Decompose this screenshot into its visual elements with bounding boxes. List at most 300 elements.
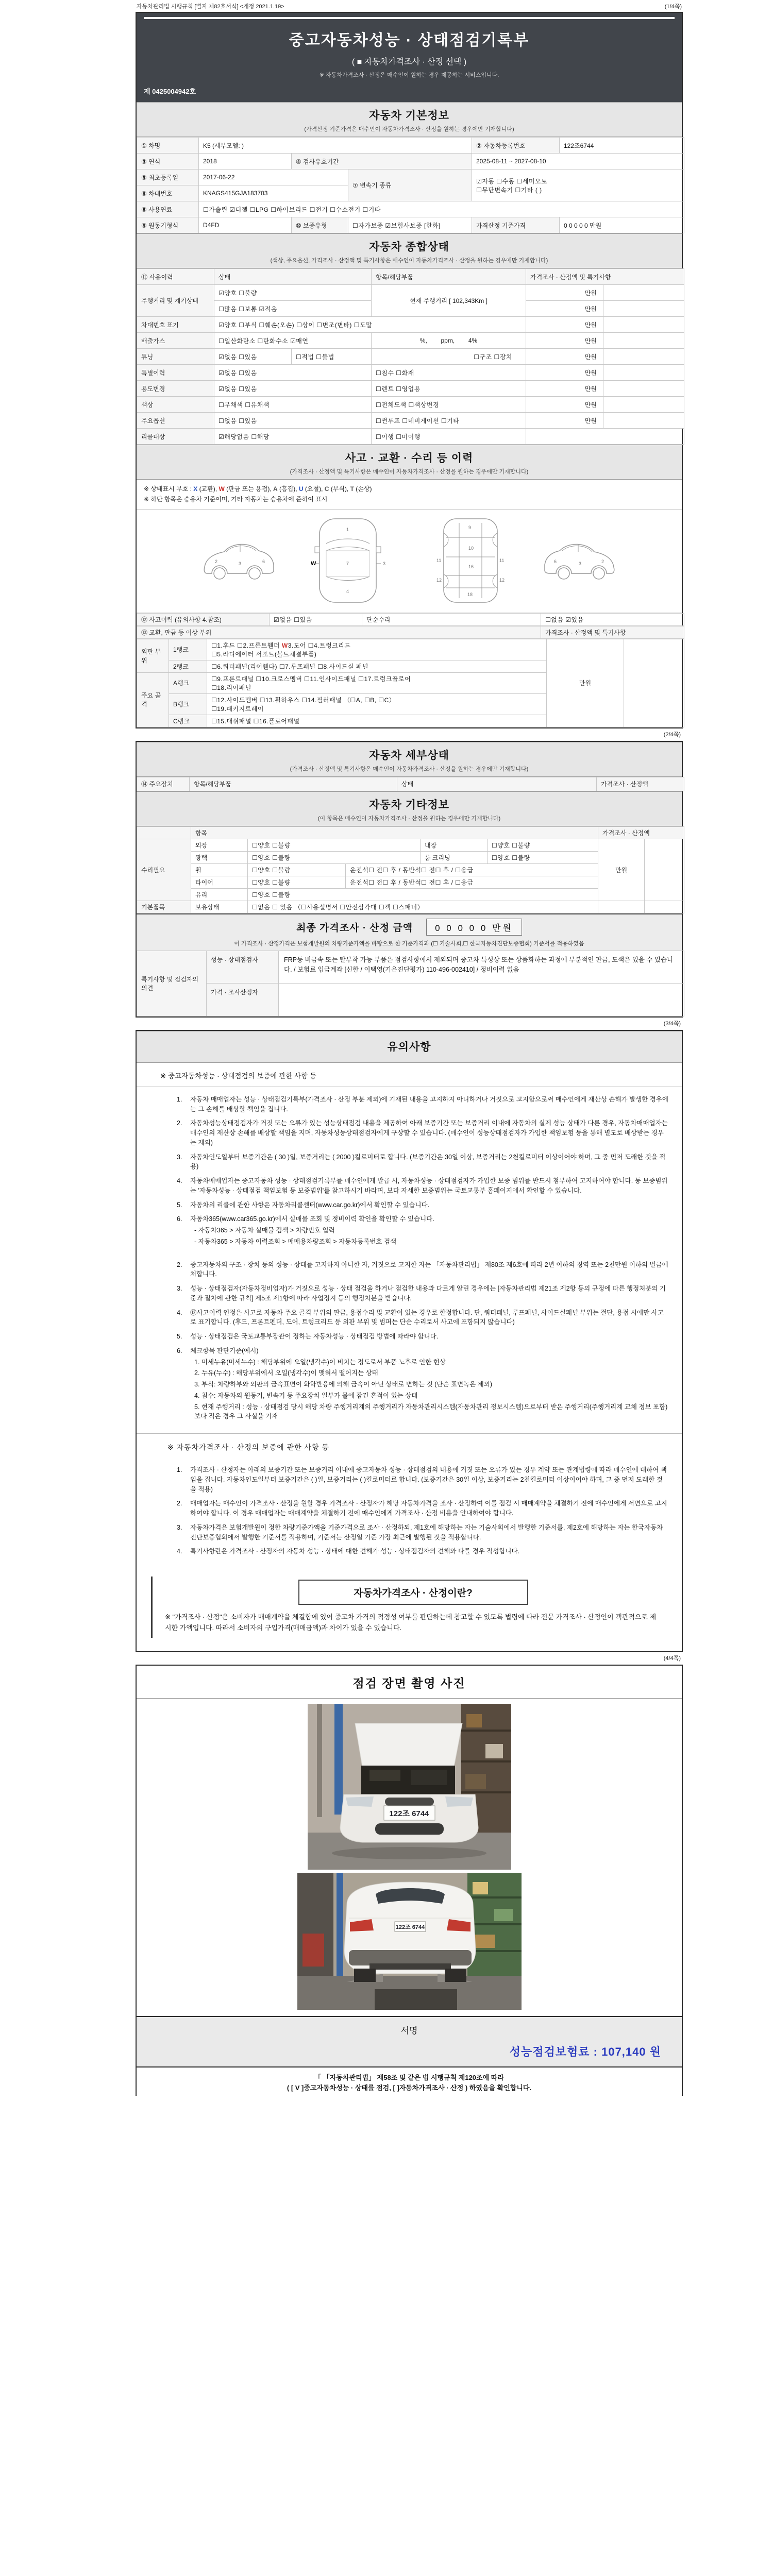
rankC-items: ☐15.대쉬패널 ☐16.플로어패널: [207, 715, 547, 727]
law-reference: 자동차관리법 시행규칙 [별지 제82호서식] <개정 2021.1.19>: [137, 4, 284, 10]
notice-number: 1.: [177, 1095, 182, 1103]
vin-state-checkboxes: ☑양호 ☐부식 ☐훼손(오손) ☐상이 ☐변조(변타) ☐도말: [214, 317, 526, 333]
legend-prefix: ※ 상태표시 부호 :: [144, 485, 194, 493]
notice-item: [177, 1284, 668, 1303]
row-label: 색상: [137, 397, 214, 413]
rankA-label: A랭크: [169, 672, 207, 693]
notes-cell: [526, 429, 684, 445]
confirmation-statement: [137, 2067, 682, 2096]
polish-checkboxes: ☐양호 ☐불량: [248, 851, 421, 863]
notice-subitem: - 자동차365 > 자동차 이력조회 > 매매용차량조회 > 자동차등록번호 검색: [194, 1238, 397, 1245]
column-header: [137, 826, 191, 839]
row-label: 주요옵션: [137, 413, 214, 429]
notice-item: [177, 1523, 668, 1543]
accident-history-checkboxes: ☑없음 ☐있음: [270, 613, 362, 625]
page-number-4: (4/4쪽): [663, 1655, 681, 1662]
price-unit: 만원: [526, 301, 603, 317]
field-label: ① 차명: [137, 138, 199, 154]
tire-position-checkboxes: 운전석☐ 전☐ 후 / 동반석☐ 전☐ 후 / ☐응급: [346, 876, 598, 888]
current-mileage-value: 현재 주행거리 [ 102,343Km ]: [372, 285, 526, 317]
row-label: 배출가스: [137, 333, 214, 349]
notes-cell: [603, 285, 684, 301]
price-unit: 만원: [598, 839, 645, 901]
exchange-price-label: 가격조사 · 산정액 및 특기사항: [541, 626, 684, 638]
inspector-label: 성능 · 상태점검자: [207, 951, 279, 983]
notice-number: 2.: [177, 1120, 182, 1127]
notice-number: 1.: [177, 1466, 182, 1474]
special-notes-label: 특기사항 및 점검자의 의견: [137, 951, 207, 1016]
table-row: [137, 285, 684, 301]
exchange-section-label: ⑬ 교환, 판금 등 이상 부위: [137, 626, 541, 638]
emission-values: %, ppm, 4%: [372, 333, 526, 349]
rank1-line2: ☐5.라디에이터 서포트(볼트체결부품): [211, 650, 317, 658]
notices-title: 유의사항: [387, 1041, 431, 1053]
special-notes-table: [137, 951, 684, 1016]
wheel-checkboxes: ☐양호 ☐불량: [248, 863, 346, 876]
row-label: 리콜대상: [137, 429, 214, 445]
engine-type-value: D4FD: [199, 217, 292, 233]
column-header: 상태: [397, 777, 597, 791]
notice-subitem: 5. 현재 주행거리 : 성능 · 상태점검 당시 해당 차량 주행거리계의 주행거리가 자동차관리시스템(자동차관리 정보시스템)으로부터 받은 주행거리(주행거리계 교체 정보 포함)보다 적은 경우 그 사실을 기재: [194, 1403, 668, 1420]
report-sheet: [136, 0, 683, 2096]
front-photo-plate: 122조 6744: [389, 1809, 429, 1818]
rank1-items: [207, 639, 547, 660]
accident-header: [137, 445, 682, 480]
interior-checkboxes: ☐양호 ☐불량: [488, 839, 598, 851]
notes-cell: [603, 349, 684, 365]
options-checkboxes: ☐없음 ☐있음: [214, 413, 372, 429]
accident-history-label: ⑫ 사고이력 (유의사항 4.참조): [137, 613, 270, 625]
rank2-label: 2랭크: [169, 660, 207, 672]
room-cleaning-label: 룸 크리닝: [421, 851, 488, 863]
rank1-pre: ☐1.후드 ☐2.프론트휀더: [211, 641, 282, 649]
polish-label: 광택: [191, 851, 248, 863]
car-name-value: K5 (세부모델: ): [199, 138, 472, 154]
car-top-view-diagram: [296, 515, 399, 606]
special-type-checkboxes: ☐침수 ☐화재: [372, 365, 526, 381]
car-damage-diagrams: [137, 510, 682, 613]
confirmation-line2: ( [ V ]중고자동차성능 · 상태를 점검, [ ]자동차가격조사 · 산정 ) 하였음을 확인합니다.: [287, 2084, 532, 2092]
notices-list-1: [137, 1087, 682, 1433]
price-appraisal-box: [151, 1577, 666, 1638]
document-number: 제 0425004942호: [144, 88, 196, 95]
legend-symbol-U: U: [298, 485, 304, 493]
notice-item: [177, 1095, 668, 1114]
notice-text: 특기사항란은 가격조사 · 산정자의 자동차 성능 · 상태에 대한 견해가 성능 · 상태점검자의 견해와 다를 경우 작성합니다.: [190, 1548, 520, 1555]
registration-number-value: 122조6744: [560, 138, 684, 154]
notice-subitem: - 자동차365 > 자동차 실매물 검색 > 차량번호 입력: [194, 1227, 335, 1234]
notice-text: 자동차365(www.car365.go.kr)에서 실매물 조회 및 정비이력 확인을 확인할 수 있습니다.: [190, 1215, 434, 1223]
page-number-2: (2/4쪽): [663, 731, 681, 738]
column-header: ⑪ 사용이력: [137, 269, 214, 285]
wheel-label: 휠: [191, 863, 248, 876]
field-label: ⑨ 원동기형식: [137, 217, 199, 233]
row-label: 특별이력: [137, 365, 214, 381]
notice-text: 중고자동차의 구조 · 장치 등의 성능 · 상태를 고지하지 아니한 자, 거짓으로 고지한 자는 「자동차관리법」 제80조 제6호에 따라 2년 이하의 징역 또는 2천만원 이하의 벌금에 처합니다.: [190, 1261, 668, 1278]
notice-text: ⑫사고이력 인정은 사고로 자동차 주요 골격 부위의 판금, 용접수리 및 교환이 있는 경우로 한정합니다. 단, 쿼터패널, 루프패널, 사이드실패널 부위는 절단, 용접 시에만 사고로 표기합니다. (후드, 프론트펜더, 도어, 트렁크리드 등 외판 부위 및 범퍼는 단순 수리로서 사고에 포함되지 않습니다): [190, 1309, 664, 1326]
emission-checkboxes: ☐일산화탄소 ☐탄화수소 ☑매연: [214, 333, 372, 349]
table-row: [137, 154, 684, 170]
basic-items-label: 기본품목: [137, 901, 191, 913]
photos-header: [137, 1666, 682, 1699]
notes-cell: [645, 839, 684, 901]
rankA-line1: ☐9.프론트패널 ☐10.크로스멤버 ☐11.인사이드패널 ☐17.트렁크플로어: [211, 675, 411, 683]
rankC-label: C랭크: [169, 715, 207, 727]
notes-cell: [603, 301, 684, 317]
outer-panel-label: 외판 부위: [137, 639, 169, 672]
inspector-opinion-text: FRP등 비금속 또는 탈부착 가능 부품은 점검사항에서 제외되며 중고차 특성상 또는 상품화하는 과정에 부분적인 판금, 도색은 있을 수 있습니다. / 보험료 입금계좌 [신한 / 이택영(기은진단평가) 110-496-002410] / 정비이력 없음: [279, 951, 684, 983]
exchange-rank-table: [137, 639, 684, 727]
notice-text: 성능 · 상태점검자(자동차정비업자)가 거짓으로 성능 · 상태 점검을 하거나 점검한 내용과 다르게 알린 경우에는 [자동차관리법 제21조 제2항 등의 규정에 따른 행정처분의 기준과 절차에 관한 규칙] 제5조 제1항에 따라 사업정지 등의 행정처분을 받습니다.: [190, 1285, 666, 1302]
notice-number: 4.: [177, 1309, 182, 1316]
legend-symbol-C: C: [324, 485, 329, 493]
field-label: ④ 검사유효기간: [292, 154, 472, 170]
model-year-value: 2018: [199, 154, 292, 170]
document-note: ※ 자동차가격조사 · 산정은 매수인이 원하는 경우 제공하는 서비스입니다.: [319, 72, 499, 78]
detail-header: [137, 742, 682, 777]
svg-text:7: 7: [346, 561, 349, 566]
svg-text:16: 16: [468, 564, 474, 569]
accident-history-row-table: [137, 613, 684, 626]
legend-desc: (손상): [354, 485, 372, 493]
notes-cell: [624, 639, 684, 727]
frame-label: 주요 골격: [137, 672, 169, 727]
notice-number: 6.: [177, 1215, 182, 1223]
etc-table: [137, 826, 684, 913]
accident-title: 사고 · 교환 · 수리 등 이력: [345, 452, 474, 464]
price-unit: 만원: [526, 381, 603, 397]
svg-text:1: 1: [346, 527, 349, 532]
usage-change-checkboxes: ☑없음 ☐있음: [214, 381, 372, 397]
page-1: [136, 12, 683, 728]
svg-text:12: 12: [436, 577, 442, 583]
basic-info-note: (가격산정 기준가격은 매수인이 자동차가격조사 · 산정을 원하는 경우에만 기재합니다): [304, 126, 514, 132]
detail-note: (가격조사 · 산정액 및 특기사항은 매수인이 자동차가격조사 · 산정을 원하는 경우에만 기재합니다): [290, 766, 529, 772]
room-cleaning-checkboxes: ☐양호 ☐불량: [488, 851, 598, 863]
repaint-checkboxes: ☐전체도색 ☐색상변경: [372, 397, 526, 413]
notice-number: 2.: [177, 1500, 182, 1507]
photos-title: 점검 장면 촬영 사진: [352, 1676, 466, 1690]
column-header: 항목/해당부품: [372, 269, 526, 285]
notes-cell: [645, 901, 684, 913]
page-number-1: (1/4쪽): [664, 4, 682, 10]
field-label: ⑦ 변속기 종류: [348, 170, 472, 201]
table-header-row: [137, 826, 684, 839]
inspection-insurance-fee: 성능점검보험료 : 107,140 원: [509, 2045, 661, 2058]
row-label: 용도변경: [137, 381, 214, 397]
notes-cell: [603, 413, 684, 429]
notice-text: 매매업자는 매수인이 가격조사 · 산정을 원할 경우 가격조사 · 산정자가 해당 자동차가격을 조사 · 산정하여 이를 점검 시 매매계약을 체결하기 전에 매수인에게 서면으로 고지하여야 합니다. 이 경우 매매업자는 매매계약을 체결하기 전에 매수인에게 가격조사 · 산정 비용을 안내하여야 합니다.: [190, 1500, 667, 1517]
car-side-right-diagram: [542, 515, 619, 606]
rankB-label: B랭크: [169, 693, 207, 715]
table-row: [137, 613, 684, 625]
table-row: [137, 333, 684, 349]
rank1-label: 1랭크: [169, 639, 207, 660]
notice-text: 가격조사 · 산정자는 아래의 보증기간 또는 보증거리 이내에 중고자동차 성능 · 상태점검의 내용에 거짓 또는 오류가 있는 경우 계약 또는 관계법령에 따라 매수인에 대하여 책임을 집니다. 자동차인도일부터 보증기간은 ( )일, 보증거리는 ( )킬로미터로 합니다. (보증기간은 30일 이상, 보증거리는 2천킬로미터 이상이어야 하며, 그 중 먼저 도래한 것을 적용): [190, 1466, 667, 1493]
svg-text:2: 2: [215, 558, 218, 564]
transmission-line2: ☐무단변속기 ☐기타 ( ): [476, 186, 542, 194]
field-label: 가격산정 기준가격: [472, 217, 560, 233]
etc-title: 자동차 기타정보: [369, 799, 449, 811]
notice-number: 3.: [177, 1153, 182, 1161]
page-4: [136, 1665, 683, 2096]
column-header: 가격조사 · 산정액: [598, 826, 684, 839]
rankB-line1: ☐12.사이드멤버 ☐13.휠하우스 ☐14.필러패널 （☐A, ☐B, ☐C）: [211, 696, 396, 704]
svg-text:3: 3: [579, 561, 582, 566]
price-unit: 만원: [547, 639, 624, 727]
legend-symbol-W: W: [219, 485, 225, 493]
notice-item: [177, 1153, 668, 1172]
table-row: [137, 365, 684, 381]
row-label: 주행거리 및 계기상태: [137, 285, 214, 317]
possession-label: 보유상태: [191, 901, 248, 913]
recall-checkboxes: ☑해당없음 ☐해당: [214, 429, 372, 445]
table-row: [137, 317, 684, 333]
svg-text:10: 10: [468, 545, 474, 551]
notes-cell: [603, 397, 684, 413]
car-underbody-diagram: [419, 515, 522, 606]
top-meta: [136, 0, 683, 12]
notice-number: 5.: [177, 1333, 182, 1341]
notice-item: [177, 1465, 668, 1494]
notices-list-2: [137, 1458, 682, 1568]
basic-info-header: [137, 102, 682, 137]
interior-label: 내장: [421, 839, 488, 851]
notice-text: 자동차 매매업자는 성능 · 상태점검기록부(가격조사 · 산정 부분 제외)에 기재된 내용을 고지하지 아니하거나 거짓으로 고지함으로써 매수인에게 재산상 손해가 발생한 경우에는 그 손해를 배상할 책임을 집니다.: [190, 1095, 668, 1113]
field-label: ⑩ 보증유형: [292, 217, 348, 233]
svg-text:6: 6: [554, 558, 557, 564]
final-price-band: [137, 913, 682, 951]
notices-header: [137, 1031, 682, 1063]
etc-note: (이 항목은 매수인이 자동차가격조사 · 산정을 원하는 경우에만 기재합니다): [317, 815, 501, 822]
table-row: [137, 413, 684, 429]
svg-text:6: 6: [262, 558, 265, 564]
simple-repair-checkboxes: ☐없음 ☑있음: [541, 613, 684, 625]
table-row: [137, 626, 684, 638]
rank1-line1: [211, 641, 542, 650]
recall-done-checkboxes: ☐이행 ☐미이행: [372, 429, 526, 445]
notices-subheading-1: ※ 중고자동차성능 · 상태점검의 보증에 관한 사항 등: [137, 1063, 682, 1087]
table-row: [137, 951, 684, 983]
appraiser-opinion-text: [279, 983, 684, 1016]
table-header-row: [137, 777, 684, 791]
page-3: [136, 1030, 683, 1652]
notice-item: [177, 1214, 668, 1246]
notice-item: [177, 1308, 668, 1328]
warranty-type-value: ☐자가보증 ☑보험사보증 [한화]: [348, 217, 472, 233]
comprehensive-title: 자동차 종합상태: [369, 241, 449, 253]
notes-cell: [603, 381, 684, 397]
field-label: ③ 연식: [137, 154, 199, 170]
notice-text: 자동차매매업자는 중고자동차 성능 · 상태점검기록부를 매수인에게 발급 시, 자동차성능 · 상태점검자가 가입한 보증 범위를 반드시 첨부하여 고지하여야 합니다. 동 보증범위는 '자동차성능 · 상태점검 책임보험 등 보증범위'를 참고하시기 바라며, 보다 자세한 보증범위는 국토교통부 홈페이지에서 확인할 수 있습니다.: [190, 1177, 668, 1194]
price-appraisal-box-title: 자동차가격조사 · 산정이란?: [298, 1580, 528, 1605]
special-history-checkboxes: ☑없음 ☐있음: [214, 365, 372, 381]
table-row: [137, 983, 684, 1016]
simple-repair-label: 단순수리: [362, 613, 541, 625]
final-price-note: 이 가격조사 · 산정가격은 보험개발원의 차량기준가액을 바탕으로 한 기준가격과 (☐ 기술사회,☐ 한국자동차진단보증협회) 기준서를 적용하였음: [234, 940, 584, 947]
notice-number: 2.: [177, 1261, 182, 1268]
column-header: 가격조사 · 산정액 및 특기사항: [526, 269, 684, 285]
notice-item: [177, 1547, 668, 1556]
table-row: [137, 839, 684, 851]
document-title: 중고자동차성능 · 상태점검기록부: [289, 32, 530, 49]
svg-text:3: 3: [383, 561, 386, 566]
comprehensive-table: [137, 268, 684, 445]
document-header: [137, 13, 682, 102]
field-label: ② 자동차등록번호: [472, 138, 560, 154]
svg-text:11: 11: [436, 557, 442, 563]
notice-number: 6.: [177, 1347, 182, 1354]
fuel-type-value: ☐가솔린 ☑디젤 ☐LPG ☐하이브리드 ☐전기 ☐수소전기 ☐기타: [199, 201, 684, 217]
field-label: ⑥ 차대번호: [137, 185, 199, 201]
table-row: [137, 138, 684, 154]
notice-text: 자동차성능상태점검자가 거짓 또는 오류가 있는 성능상태점검 내용을 제공하여 아래 보증기간 또는 보증거리 이내에 자동차의 실제 성능 상태가 다른 경우, 자동차매매업자는 매수인의 재산상 손해를 배상할 책임을 지며, 자동차성능상태점검자에게 구상할 수 있습니다. (매수인이 성능상태점검자가 가입한 책임보험 등을 통해 별도로 배상받는 경우는 제외): [190, 1120, 668, 1146]
signature-title: 서명: [400, 2025, 418, 2036]
option-type-checkboxes: ☐썬루프 ☐네비게이션 ☐기타: [372, 413, 526, 429]
page-2: [136, 741, 683, 1018]
price-unit: 만원: [526, 413, 603, 429]
notice-text: 체크항목 판단기준(예시): [190, 1347, 259, 1354]
table-row: [137, 639, 684, 660]
final-price-amount: 0 0 0 0 0 만원: [426, 919, 522, 936]
tuning-legal-checkboxes: ☐적법 ☐불법: [292, 349, 372, 365]
notice-text: 자동차인도일부터 보증기간은 ( 30 )일, 보증거리는 ( 2000 )킬로미터로 합니다. (보증기간은 30일 이상, 보증거리는 2천킬로미터 이상이어야 하며, 그 중 먼저 도래한 것을 적용): [190, 1153, 666, 1171]
notes-cell: [603, 317, 684, 333]
table-row: [137, 901, 684, 913]
price-unit: 만원: [526, 365, 603, 381]
notice-number: 3.: [177, 1285, 182, 1293]
table-row: [137, 170, 684, 185]
rank2-items: ☐6.쿼터패널(리어휀다) ☐7.루프패널 ☐8.사이드실 패널: [207, 660, 547, 672]
table-row: [137, 349, 684, 365]
legend-desc: (판금 또는 용접),: [224, 485, 274, 493]
notes-cell: [603, 365, 684, 381]
rank1-post: 3.도어 ☐4.트렁크리드: [288, 641, 351, 649]
tire-label: 타이어: [191, 876, 248, 888]
mileage-amount-checkboxes: ☐많음 ☐보통 ☑적음: [214, 301, 372, 317]
rankA-line2: ☐18.리어패널: [211, 684, 251, 691]
transmission-line1: ☑자동 ☐수동 ☐세미오토: [476, 177, 548, 185]
column-header: 항목: [191, 826, 598, 839]
price-cell: [598, 901, 645, 913]
notice-subitem: 1. 미세누유(미세누수) : 해당부위에 오일(냉각수)이 비치는 정도로서 부품 노후로 인한 현상: [194, 1358, 446, 1366]
car-side-left-diagram: [199, 515, 277, 606]
price-unit: 만원: [526, 333, 603, 349]
notice-item: [177, 1118, 668, 1147]
notes-cell: [603, 333, 684, 349]
svg-text:18: 18: [467, 591, 473, 597]
vin-value: KNAGS415GJA183703: [199, 185, 348, 201]
possession-checkboxes: ☐없음 ☐ 있음 （☐사용설명서 ☐안전삼각대 ☐잭 ☐스패너）: [248, 901, 598, 913]
inspection-photo-rear: [297, 1873, 522, 2010]
etc-header: [137, 791, 682, 826]
legend-line: [144, 484, 675, 494]
column-header: ⑭ 주요장치: [137, 777, 190, 791]
rear-photo-plate: 122조 6744: [395, 1924, 425, 1930]
document-subtitle: ( ■ 자동차가격조사 · 산정 선택 ): [351, 58, 467, 66]
rankA-items: [207, 672, 547, 693]
first-registration-value: 2017-06-22: [199, 170, 348, 185]
notice-number: 5.: [177, 1201, 182, 1209]
legend-desc: (요철),: [303, 485, 325, 493]
signature-band: [137, 2016, 682, 2067]
table-header-row: [137, 269, 684, 285]
page-number-3: (3/4쪽): [663, 1020, 681, 1027]
detail-title: 자동차 세부상태: [369, 749, 449, 761]
inspection-period-value: 2025-08-11 ~ 2027-08-10: [472, 154, 684, 170]
notice-number: 4.: [177, 1548, 182, 1555]
exterior-label: 외장: [191, 839, 248, 851]
legend-symbol-T: T: [350, 485, 354, 493]
legend-desc: (교환),: [197, 485, 219, 493]
notice-subitem: 2. 누유(누수) : 해당부위에서 오일(냉각수)이 맺혀서 떨어지는 상태: [194, 1369, 378, 1377]
column-header: 상태: [214, 269, 372, 285]
appraiser-label: 가격 · 조사산정자: [207, 983, 279, 1016]
notices-subheading-2: ※ 자동차가격조사 · 산정의 보증에 관한 사항 등: [137, 1433, 682, 1458]
svg-text:2: 2: [601, 558, 604, 564]
tuning-checkboxes: ☑없음 ☐있음: [214, 349, 292, 365]
svg-text:3: 3: [239, 561, 242, 566]
notice-number: 4.: [177, 1177, 182, 1185]
table-row: [137, 381, 684, 397]
tuning-part-checkboxes: ☐구조 ☐장치: [372, 349, 526, 365]
svg-text:W: W: [311, 560, 316, 567]
comprehensive-note: (색상, 주요옵션, 가격조사 · 산정액 및 특기사항은 매수인이 자동차가격조사 · 산정을 원하는 경우에만 기재합니다): [270, 258, 548, 264]
row-label: 튜닝: [137, 349, 214, 365]
price-unit: 만원: [526, 349, 603, 365]
confirmation-line1: 「 「자동차관리법」 제58조 및 같은 법 시행규칙 제120조에 따라: [314, 2073, 504, 2081]
notice-text: 자동차의 리콜에 관한 사항은 자동차리콜센터(www.car.go.kr)에서 확인할 수 있습니다.: [190, 1201, 430, 1209]
legend-desc: (흠집),: [277, 485, 299, 493]
glass-label: 유리: [191, 888, 248, 901]
exterior-checkboxes: ☐양호 ☐불량: [248, 839, 421, 851]
notice-item: [177, 1346, 668, 1421]
notice-number: 3.: [177, 1523, 182, 1531]
notice-item: [177, 1260, 668, 1280]
photos-container: [137, 1699, 682, 2016]
rankB-items: [207, 693, 547, 715]
svg-text:12: 12: [499, 577, 505, 583]
notice-text: 성능 · 상태점검은 국토교통부장관이 정하는 자동차성능 · 상태점검 방법에 따라야 합니다.: [190, 1333, 439, 1341]
legend-symbol-A: A: [273, 485, 278, 493]
price-appraisal-box-text: ※ "가격조사 · 산정"은 소비자가 매매계약을 체결함에 있어 중고차 가격의 적정성 여부를 판단하는데 참고할 수 있도록 법령에 따라 전문 가격조사 · 산정인이 객관적으로 제시한 가액입니다. 따라서 소비자의 구입가격(매매금액)과 차이가 있을 수 있습니다.: [165, 1613, 657, 1632]
notice-item: [177, 1176, 668, 1196]
field-label: ⑤ 최초등록일: [137, 170, 199, 185]
usage-type-checkboxes: ☐렌트 ☐영업용: [372, 381, 526, 397]
price-unit: 만원: [526, 317, 603, 333]
basic-info-title: 자동차 기본정보: [369, 110, 449, 122]
legend-symbol-X: X: [193, 485, 198, 493]
price-unit: 만원: [526, 397, 603, 413]
state-symbol-legend: [137, 480, 682, 510]
header-rule: [144, 17, 675, 19]
inspection-photo-front: [308, 1704, 511, 1870]
column-header: 항목/해당부품: [190, 777, 397, 791]
field-label: ⑧ 사용연료: [137, 201, 199, 217]
rankB-line2: ☐19.패키지트레이: [211, 705, 264, 713]
detail-table: [137, 777, 684, 791]
table-row: [137, 429, 684, 445]
table-row: [137, 397, 684, 413]
w-repair-mark: W: [281, 641, 288, 649]
table-row: [137, 217, 684, 233]
svg-text:4: 4: [346, 588, 349, 594]
legend-line2: ※ 하단 항목은 승용차 기준이며, 기타 자동차는 승용차에 준하여 표시: [144, 496, 328, 503]
tire-checkboxes: ☐양호 ☐불량: [248, 876, 346, 888]
mileage-state-checkboxes: ☑양호 ☐불량: [214, 285, 372, 301]
notice-text: 자동차가격은 보험개발원이 정한 차량기준가액을 기준가격으로 조사 · 산정하되, 제1호에 해당하는 자는 기술사회에서 발행한 기준서를, 제2호에 해당하는 자는 한국자동차진단보증협회에서 발행한 기준서를 적용하며, 기준서는 산정일 기준 가장 최근에 발행된 것을 적용합니다.: [190, 1523, 663, 1541]
base-price-value: 0 0 0 0 0 만원: [560, 217, 684, 233]
